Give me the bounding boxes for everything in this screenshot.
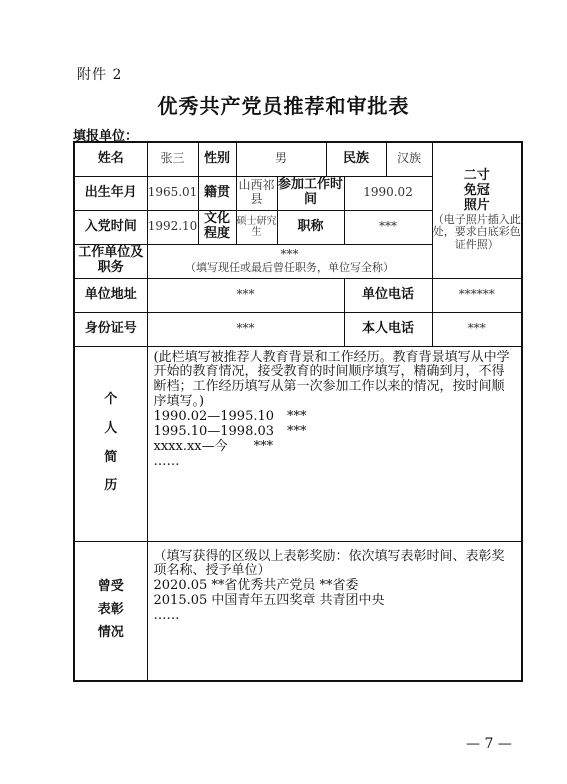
filler-unit-label: 填报单位： xyxy=(73,129,139,144)
resume-line: 1990.02—1995.10 *** xyxy=(153,409,307,425)
personal-phone-label: 本人电话 xyxy=(344,312,432,346)
nomination-form-table xyxy=(73,141,523,682)
resume-line: …… xyxy=(153,454,180,470)
resume-instruction: (此栏填写被推荐人教育背景和工作经历。教育背景填写从中学开始的教育情况，接受教育的时间顺序填写，精确到月，不得断档；工作经历填写从第一次参加工作以来的情况，按时间顺序填写。) xyxy=(153,349,510,410)
native-place-label: 籍贯 xyxy=(198,176,236,210)
education-label: 文化程度 xyxy=(198,210,236,244)
awards-label-line: 曾受 xyxy=(97,579,124,595)
award-line: 2020.05 **省优秀共产党员 **省委 xyxy=(153,578,359,594)
address-label: 单位地址 xyxy=(74,278,147,312)
education-value[interactable]: 硕士研究生 xyxy=(236,210,277,244)
resume-label-char: 历 xyxy=(104,478,118,494)
resume-label-char: 个 xyxy=(104,391,118,407)
id-number-value[interactable]: *** xyxy=(147,312,344,346)
work-start-label: 参加工作时间 xyxy=(277,176,344,210)
birth-value[interactable]: 1965.01 xyxy=(147,176,198,210)
awards-label-line: 情况 xyxy=(97,625,124,641)
form-title: 优秀共产党员推荐和审批表 xyxy=(157,94,410,118)
position-label: 工作单位及职务 xyxy=(74,244,147,278)
professional-title-value[interactable]: *** xyxy=(344,210,432,244)
awards-label-line: 表彰 xyxy=(97,602,124,618)
personal-phone-value[interactable]: *** xyxy=(432,312,522,346)
work-start-value[interactable]: 1990.02 xyxy=(344,176,432,210)
photo-note: （电子照片插入此处，要求白底彩色证件照） xyxy=(432,212,521,251)
photo-size-label: 二寸 xyxy=(463,167,490,183)
ethnicity-value[interactable]: 汉族 xyxy=(386,142,432,176)
address-value[interactable]: *** xyxy=(147,278,344,312)
resume-content[interactable] xyxy=(147,346,522,541)
gender-value[interactable]: 男 xyxy=(236,142,326,176)
resume-line: xxxx.xx—今 *** xyxy=(153,439,274,455)
resume-label-char: 简 xyxy=(104,449,118,465)
attachment-label: 附件 2 xyxy=(77,67,123,83)
award-line: …… xyxy=(153,608,180,624)
name-value[interactable]: 张三 xyxy=(147,142,198,176)
award-line: 2015.05 中国青年五四奖章 共青团中央 xyxy=(153,593,385,609)
work-phone-value[interactable]: ****** xyxy=(432,278,522,312)
birth-label: 出生年月 xyxy=(74,176,147,210)
position-cell[interactable] xyxy=(147,244,432,278)
party-join-label: 入党时间 xyxy=(74,210,147,244)
work-phone-label: 单位电话 xyxy=(344,278,432,312)
page-number: — 7 — xyxy=(466,736,512,752)
photo-label: 照片 xyxy=(463,197,490,213)
resume-line: 1995.10—1998.03 *** xyxy=(153,424,307,440)
id-number-label: 身份证号 xyxy=(74,312,147,346)
awards-label xyxy=(74,541,147,681)
resume-label xyxy=(74,346,147,541)
position-note: （填写现任或最后曾任职务，单位写全称） xyxy=(185,260,395,274)
native-place-value[interactable]: 山西祁县 xyxy=(236,176,277,210)
awards-instruction: （填写获得的区级以上表彰奖励：依次填写表彰时间、表彰奖项名称、授予单位） xyxy=(153,548,505,579)
gender-label: 性别 xyxy=(198,142,236,176)
photo-cell[interactable] xyxy=(432,142,522,278)
awards-content[interactable] xyxy=(147,541,522,681)
professional-title-label: 职称 xyxy=(277,210,344,244)
photo-type-label: 免冠 xyxy=(463,182,490,198)
party-join-value[interactable]: 1992.10 xyxy=(147,210,198,244)
name-label: 姓名 xyxy=(74,142,147,176)
position-value: *** xyxy=(280,246,299,261)
resume-label-char: 人 xyxy=(104,420,118,436)
ethnicity-label: 民族 xyxy=(326,142,386,176)
